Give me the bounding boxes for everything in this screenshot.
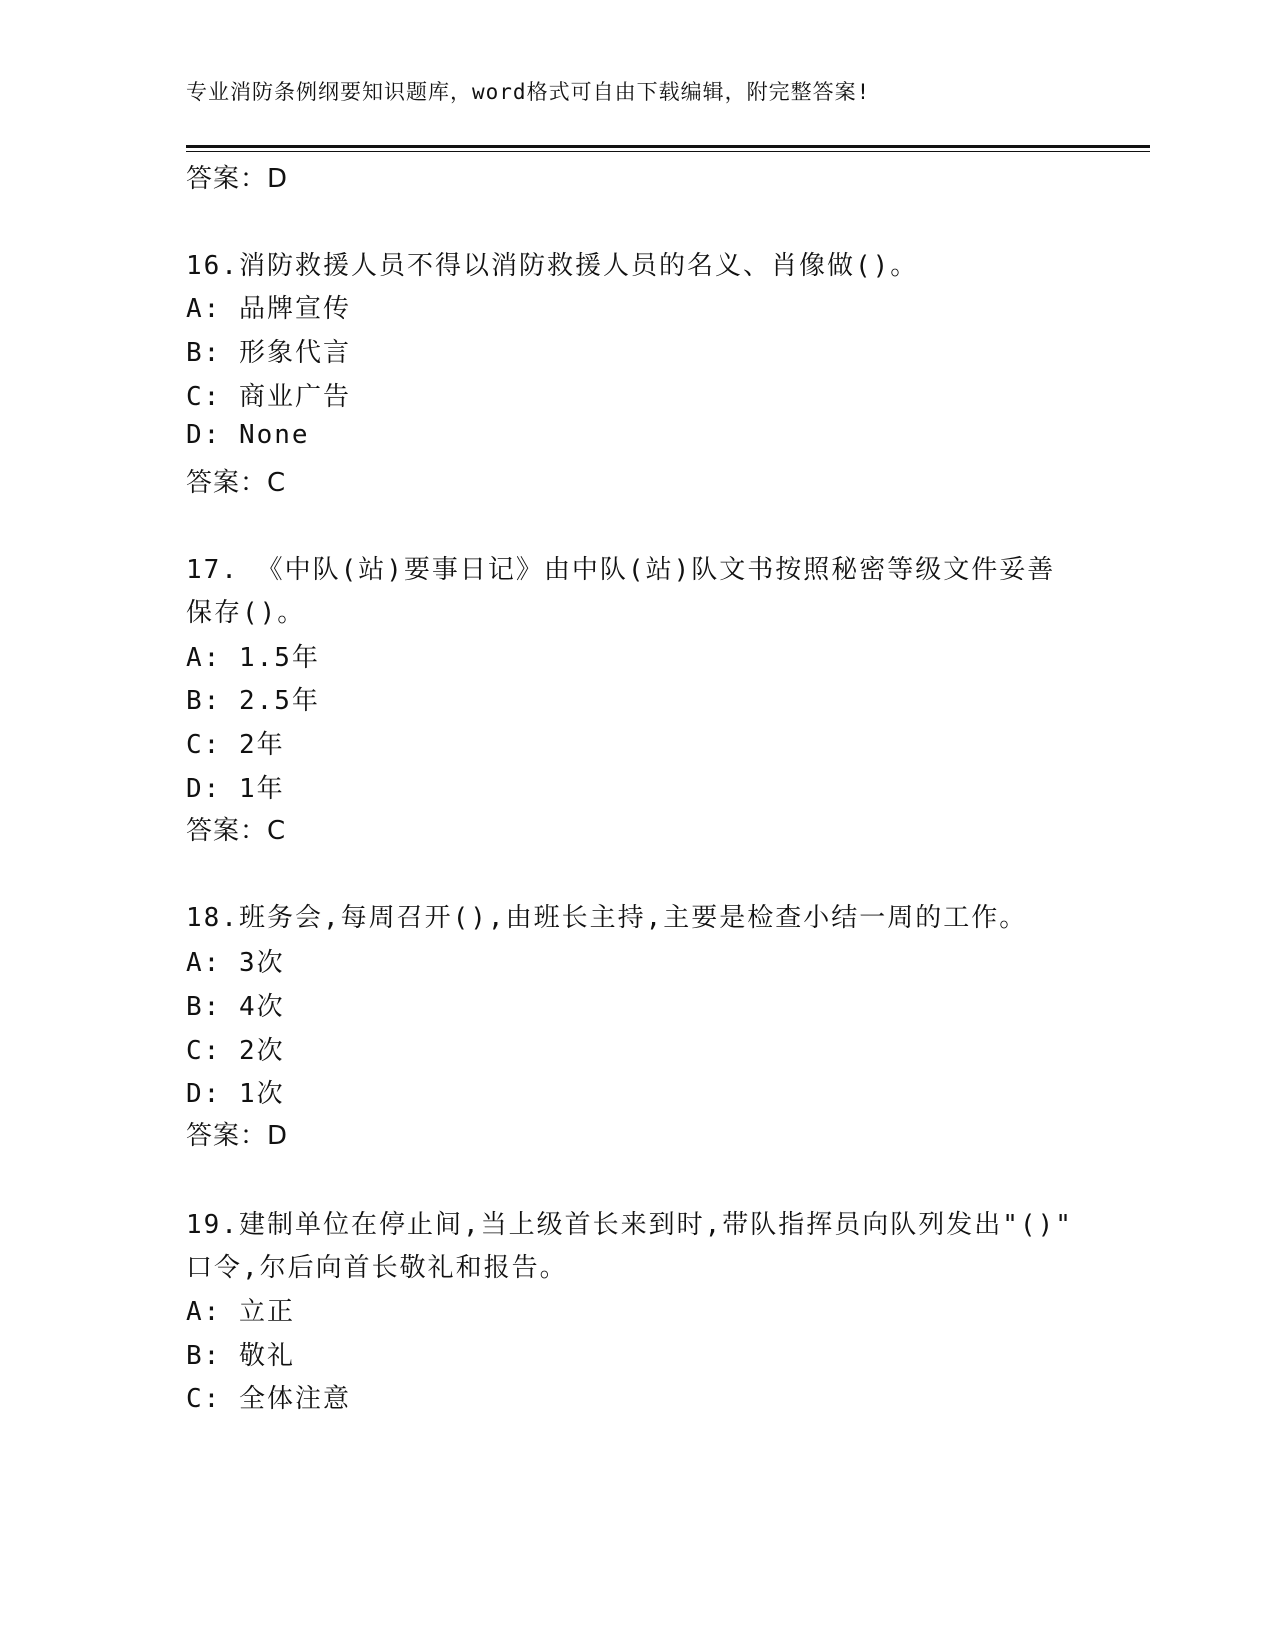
question-text: 口令,尔后向首长敬礼和报告。 [186, 1253, 568, 1283]
page-header: 专业消防条例纲要知识题库，word格式可自由下载编辑，附完整答案! [186, 80, 871, 104]
option-line: A: 品牌宣传 [186, 294, 351, 324]
question-text: 19.建制单位在停止间,当上级首长来到时,带队指挥员向队列发出"()" [186, 1210, 1073, 1240]
answer-line: 答案：C [186, 468, 287, 498]
option-line: C: 2次 [186, 1036, 285, 1066]
question-text: 17. 《中队(站)要事日记》由中队(站)队文书按照秘密等级文件妥善 [186, 555, 1056, 585]
option-line: A: 3次 [186, 948, 285, 978]
option-line: C: 全体注意 [186, 1384, 351, 1414]
option-line: B: 敬礼 [186, 1341, 295, 1371]
option-line: A: 立正 [186, 1297, 295, 1327]
option-line: B: 4次 [186, 992, 285, 1022]
option-line: A: 1.5年 [186, 643, 320, 673]
header-rule-thin [186, 151, 1150, 152]
question-text: 16.消防救援人员不得以消防救援人员的名义、肖像做()。 [186, 251, 919, 281]
option-line: D: None [186, 420, 310, 450]
option-line: C: 2年 [186, 730, 285, 760]
answer-line: 答案：D [186, 164, 289, 194]
option-line: D: 1次 [186, 1079, 285, 1109]
question-text: 保存()。 [186, 598, 306, 628]
option-line: D: 1年 [186, 774, 285, 804]
option-line: B: 2.5年 [186, 686, 320, 716]
answer-line: 答案：C [186, 816, 287, 846]
option-line: C: 商业广告 [186, 382, 351, 412]
answer-line: 答案：D [186, 1121, 289, 1151]
header-rule-thick [186, 145, 1150, 148]
option-line: B: 形象代言 [186, 338, 351, 368]
question-text: 18.班务会,每周召开(),由班长主持,主要是检查小结一周的工作。 [186, 903, 1028, 933]
